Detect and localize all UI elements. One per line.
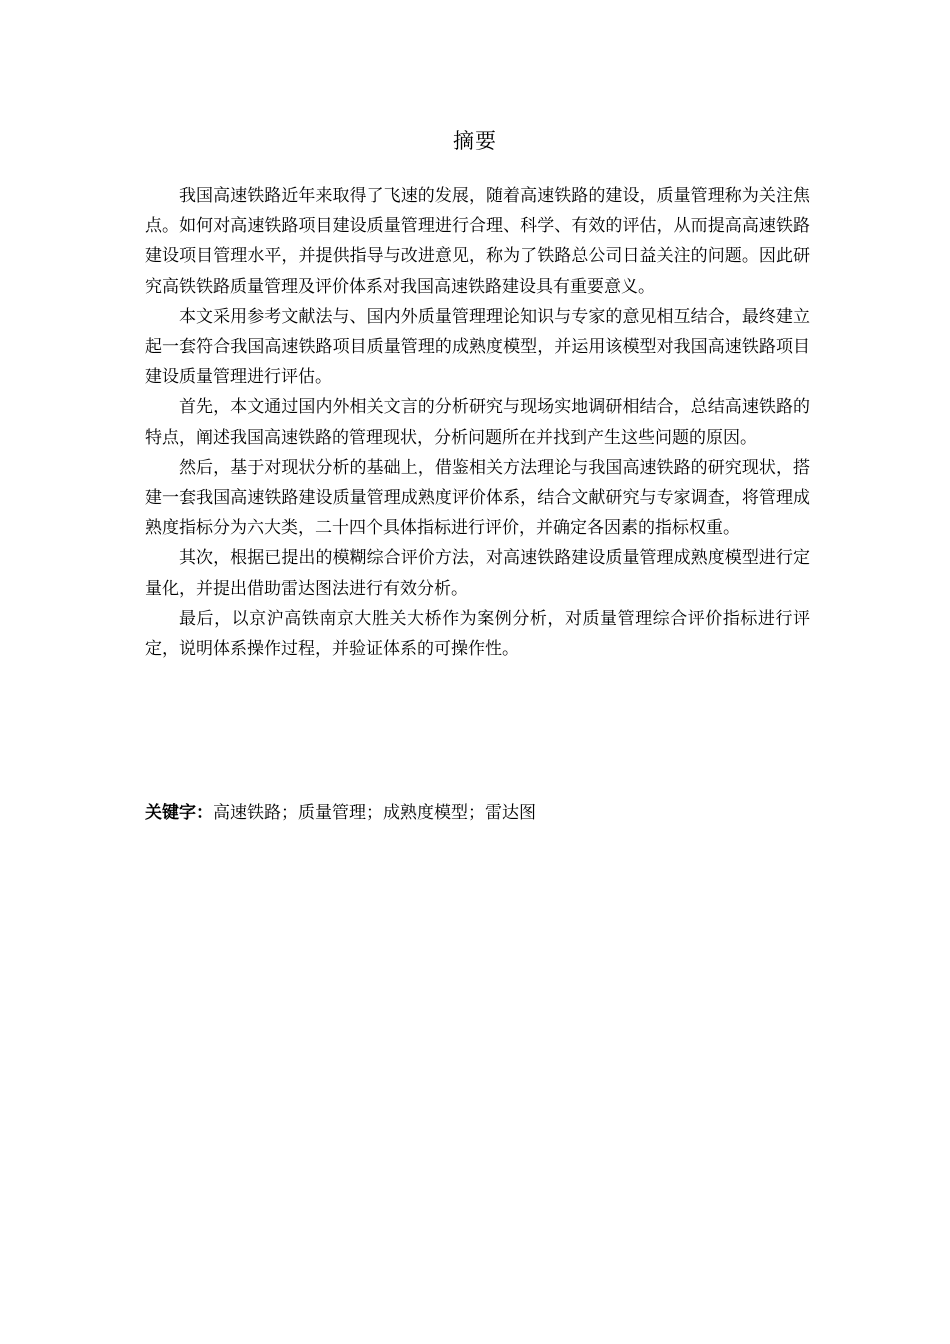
keywords-line	[145, 798, 810, 828]
keywords-label: 关键字：	[145, 803, 213, 823]
abstract-paragraph-5: 其次，根据已提出的模糊综合评价方法，对高速铁路建设质量管理成熟度模型进行定量化，并提出借助雷达图法进行有效分析。	[145, 548, 810, 599]
abstract-paragraph-6: 最后，以京沪高铁南京大胜关大桥作为案例分析，对质量管理综合评价指标进行评定，说明体系操作过程，并验证体系的可操作性。	[145, 608, 810, 660]
abstract-paragraph-1: 我国高速铁路近年来取得了飞速的发展，随着高速铁路的建设，质量管理称为关注焦点。如何对高速铁路项目建设质量管理进行合理、科学、有效的评估，从而提高高速铁路建设项目管理水平，并提供指导与改进意见，称为了铁路总公司日益关注的问题。因此研究高铁铁路质量管理及评价体系对我国高速铁路建设具有重要意义。	[145, 186, 810, 297]
abstract-body	[145, 181, 810, 664]
abstract-paragraph-3: 首先，本文通过国内外相关文言的分析研究与现场实地调研相结合，总结高速铁路的特点，阐述我国高速铁路的管理现状，分析问题所在并找到产生这些问题的原因。	[145, 397, 810, 448]
keywords-list: 高速铁路；质量管理；成熟度模型；雷达图	[213, 803, 536, 823]
abstract-paragraph-4: 然后，基于对现状分析的基础上，借鉴相关方法理论与我国高速铁路的研究现状，搭建一套我国高速铁路建设质量管理成熟度评价体系，结合文献研究与专家调查，将管理成熟度指标分为六大类，二十四个具体指标进行评价，并确定各因素的指标权重。	[145, 457, 810, 539]
abstract-title: 摘要	[453, 129, 497, 153]
abstract-paragraph-2: 本文采用参考文献法与、国内外质量管理理论知识与专家的意见相互结合，最终建立起一套符合我国高速铁路项目质量管理的成熟度模型，并运用该模型对我国高速铁路项目建设质量管理进行评估。	[145, 306, 810, 388]
